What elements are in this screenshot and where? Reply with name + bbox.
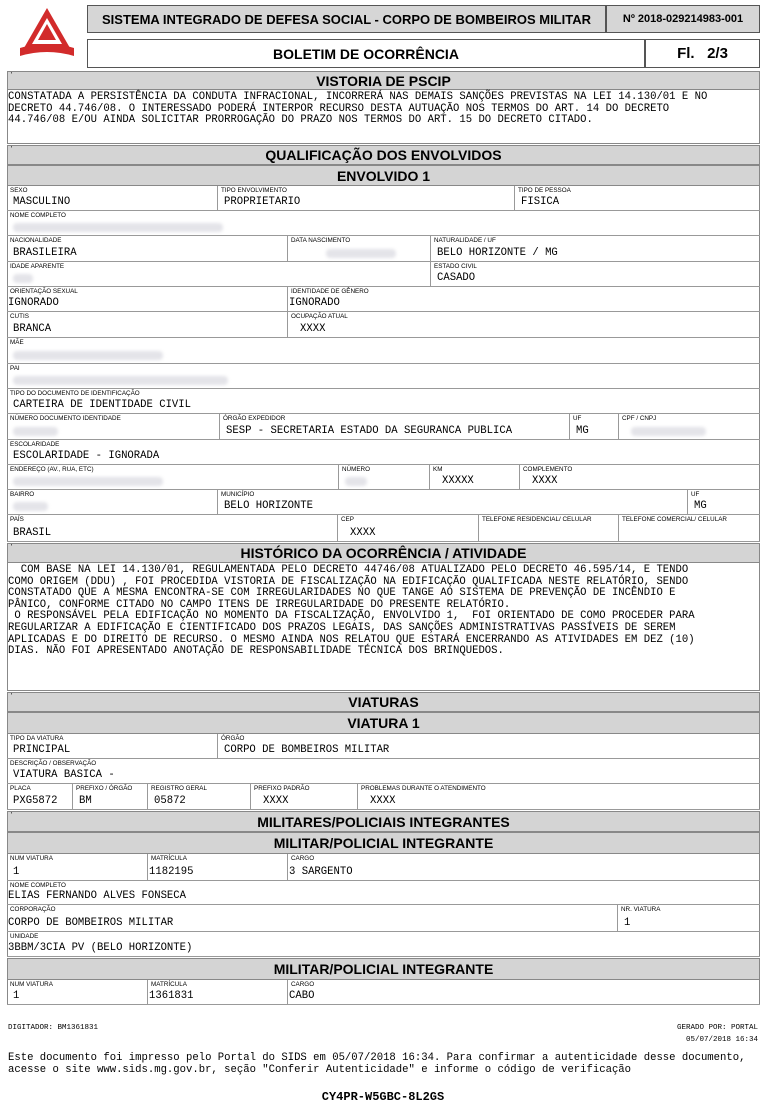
page-label: Fl. <box>677 45 695 62</box>
row-pais: PAÍS BRASIL CEP XXXX TELEFONE RESIDENCIAL/ CELULAR TELEFONE COMERCIAL/ CELULAR <box>7 515 760 542</box>
row-pai: PAI <box>7 364 760 389</box>
verification-code: CY4PR-W5GBC-8L2GS <box>321 1090 445 1104</box>
militares-section-title: ' MILITARES/POLICIAIS INTEGRANTES <box>7 811 760 832</box>
row-integrante-1-nome: NOME COMPLETO ELIAS FERNANDO ALVES FONSECA <box>7 881 760 905</box>
system-title: SISTEMA INTEGRADO DE DEFESA SOCIAL - CORPO DE BOMBEIROS MILITAR <box>87 5 606 33</box>
state-coat-of-arms-logo <box>14 4 80 62</box>
row-nacionalidade: NACIONALIDADE BRASILEIRA DATA NASCIMENTO NATURALIDADE / UF BELO HORIZONTE / MG <box>7 236 760 262</box>
row-endereco: ENDEREÇO (AV., RUA, ETC) NÚMERO KM XXXXX COMPLEMENTO XXXX <box>7 465 760 490</box>
row-mae: MÃE <box>7 338 760 364</box>
tipo-pessoa-value: FISICA <box>521 196 560 208</box>
historico-text: COM BASE NA LEI 14.130/01, REGULAMENTADA PELO DECRETO 44746/08 ATUALIZADO PELO DECRETO 46.595/14, E TENDO COMO ORIGEM (DDU) , FOI PROCEDIDA VISTORIA DE FISCALIZAÇÃO NA EDIFICAÇÃO QUALIFICADA NESTE RELATÓRIO, SENDO CONSTATADO QUE A MESMA ENCONTRA-SE COM IRREGULARIDADES NO QUE TANGE AO SISTEMA DE PREVENÇÃO DE INCÊNDIO E PÂNICO, CONFORME CITADO NO CAMPO ITENS DE IRREGULARIDADE DO PRESENTE RELATÓRIO. O RESPONSÁVEL PELA EDIFICAÇÃO NO MOMENTO DA FISCALIZAÇÃO, ENVOLVIDO 1, FOI ORIENTADO DE COMO PROCEDER PARA REGULARIZAR A EDIFICAÇÃO E CIENTIFICADO DOS PRAZOS LEGAIS, DAS SANÇÕES ADMINISTRATIVAS PASSÍVEIS DE SEREM APLICADAS E DO DIREITO DE RECURSO. O MESMO AINDA NOS RELATOU QUE ESTARÁ ENCERRANDO AS ATIVIDADES EM DEZ (10) DIAS. NÃO FOI APRESENTADO ANOTAÇÃO DE RESPONSABILIDADE TÉCNICA DOS BRINQUEDOS. <box>8 564 695 658</box>
row-orientacao: ORIENTAÇÃO SEXUAL IGNORADO IDENTIDADE DE GÊNERO IGNORADO <box>7 287 760 312</box>
document-header <box>0 0 766 70</box>
vistoria-section-title: ' VISTORIA DE PSCIP <box>7 71 760 90</box>
gerado-em: 05/07/2018 16:34 <box>685 1036 758 1044</box>
redacted-nome <box>13 223 223 232</box>
row-integrante-2-matricula: NUM VIATURA 1 MATRÍCULA 1361831 CARGO CABO <box>7 980 760 1005</box>
viatura-title: VIATURA 1 <box>7 712 760 734</box>
row-integrante-1-unidade: UNIDADE 3BBM/3CIA PV (BELO HORIZONTE) <box>7 932 760 957</box>
row-placa: PLACA PXG5872 PREFIXO / ÓRGÃO BM REGISTRO GERAL 05872 PREFIXO PADRÃO XXXX PROBLEMAS DURANTE O ATENDIMENTO XXXX <box>7 784 760 810</box>
row-cutis: CUTIS BRANCA OCUPAÇÃO ATUAL XXXX <box>7 312 760 338</box>
redacted-data-nascimento <box>326 249 396 258</box>
svg-text:TAMEN: TAMEN <box>34 55 60 62</box>
row-sexo: SEXO MASCULINO TIPO ENVOLVIMENTO PROPRIETARIO TIPO DE PESSOA FISICA <box>7 186 760 211</box>
envolvido-title: ENVOLVIDO 1 <box>7 165 760 186</box>
integrante-1-title: MILITAR/POLICIAL INTEGRANTE <box>7 832 760 854</box>
viaturas-section-title: ' VIATURAS <box>7 692 760 712</box>
row-integrante-1-corporacao: CORPORAÇÃO CORPO DE BOMBEIROS MILITAR NR. VIATURA 1 <box>7 905 760 932</box>
row-idade: IDADE APARENTE ESTADO CIVIL CASADO <box>7 262 760 287</box>
page-indicator <box>645 39 760 68</box>
row-tipo-viatura: TIPO DA VIATURA PRINCIPAL ÓRGÃO CORPO DE BOMBEIROS MILITAR <box>7 734 760 759</box>
row-bairro: BAIRRO MUNICÍPIO BELO HORIZONTE UF MG <box>7 490 760 515</box>
integrante-2-title: MILITAR/POLICIAL INTEGRANTE <box>7 958 760 980</box>
report-number: Nº 2018-029214983-001 <box>606 5 760 33</box>
qualificacao-section-title: ' QUALIFICAÇÃO DOS ENVOLVIDOS <box>7 145 760 165</box>
row-descricao-viatura: DESCRIÇÃO / OBSERVAÇÃO VIATURA BASICA - <box>7 759 760 784</box>
row-tipo-documento: TIPO DO DOCUMENTO DE IDENTIFICAÇÃO CARTEIRA DE IDENTIDADE CIVIL <box>7 389 760 414</box>
row-integrante-1-matricula: NUM VIATURA 1 MATRÍCULA 1182195 CARGO 3 SARGENTO <box>7 854 760 881</box>
row-escolaridade: ESCOLARIDADE ESCOLARIDADE - IGNORADA <box>7 440 760 465</box>
sexo-value: MASCULINO <box>13 196 71 208</box>
tipo-envolvimento-value: PROPRIETARIO <box>224 196 301 208</box>
document-title: BOLETIM DE OCORRÊNCIA <box>87 39 645 68</box>
page-value: 2/3 <box>707 45 728 62</box>
vistoria-text: CONSTATADA A PERSISTÊNCIA DA CONDUTA INFRACIONAL, INCORRERÁ NAS DEMAIS SANÇÕES PREVISTAS NA LEI 14.130/01 E NO DECRETO 44.746/08. O INTERESSADO PODERÁ INTERPOR RECURSO DESTA AUTUAÇÃO NOS TERMOS DO ART. 14 DO DECRETO 44.746/08 E/OU AINDA SOLICITAR PRORROGAÇÃO DO PRAZO NOS TERMOS DO ART. 15 DO DECRETO CITADO. <box>8 91 708 127</box>
row-nome: NOME COMPLETO <box>7 211 760 236</box>
historico-section-title: ' HISTÓRICO DA OCORRÊNCIA / ATIVIDADE <box>7 543 760 563</box>
row-numero-documento: NÚMERO DOCUMENTO IDENTIDADE ÓRGÃO EXPEDIDOR SESP - SECRETARIA ESTADO DA SEGURANCA PUBLICA UF MG CPF / CNPJ <box>7 414 760 440</box>
gerado-por: GERADO POR: PORTAL <box>676 1024 758 1032</box>
digitador: DIGITADOR: BM1361831 <box>8 1024 99 1032</box>
authenticity-notice: Este documento foi impresso pelo Portal do SIDS em 05/07/2018 16:34. Para confirmar a autenticidade desse documento, acesse o site www.sids.mg.gov.br, seção "Conferir Autenticidade" e informe o código de verificação <box>8 1052 746 1076</box>
